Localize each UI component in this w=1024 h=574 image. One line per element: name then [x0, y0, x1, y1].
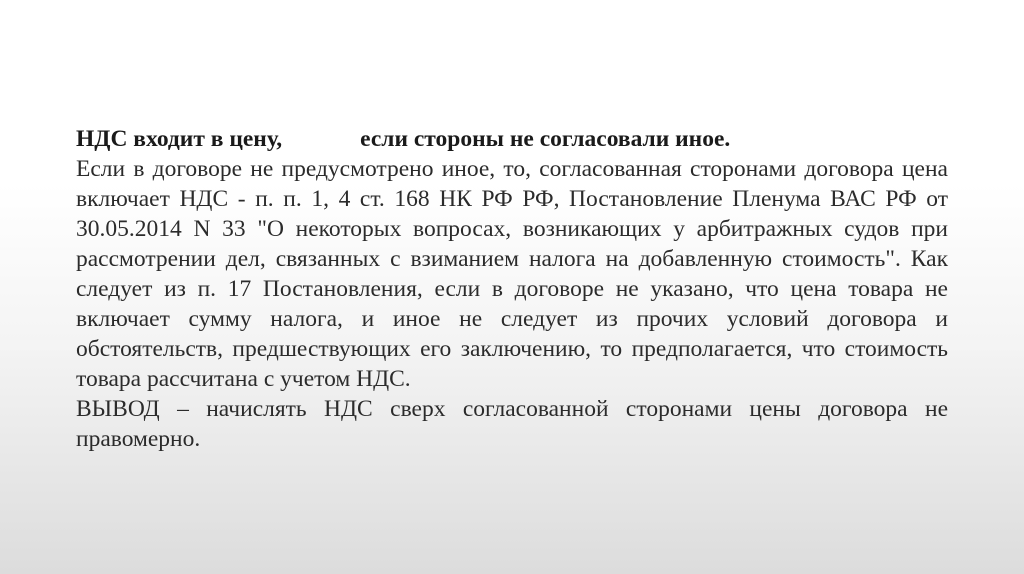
slide-heading	[76, 124, 948, 154]
heading-left-text: НДС входит в цену,	[76, 126, 283, 152]
conclusion-paragraph: ВЫВОД – начислять НДС сверх согласованной сторонами цены договора не правомерно.	[76, 396, 948, 452]
slide-text-block	[76, 124, 948, 454]
heading-right-text: если стороны не согласовали иное.	[360, 126, 731, 152]
body-paragraph: Если в договоре не предусмотрено иное, то, согласованная сторонами договора цена включает НДС - п. п. 1, 4 ст. 168 НК РФ РФ, Постановление Пленума ВАС РФ от 30.05.2014 N 33 "О некоторых вопросах, возникающих у арбитражных судов при рассмотрении дел, связанных с взиманием налога на добавленную стоимость". Как следует из п. 17 Постановления, если в договоре не указано, что цена товара не включает сумму налога, и иное не следует из прочих условий договора и обстоятельств, предшествующих его заключению, то предполагается, что стоимость товара рассчитана с учетом НДС.	[76, 156, 948, 392]
